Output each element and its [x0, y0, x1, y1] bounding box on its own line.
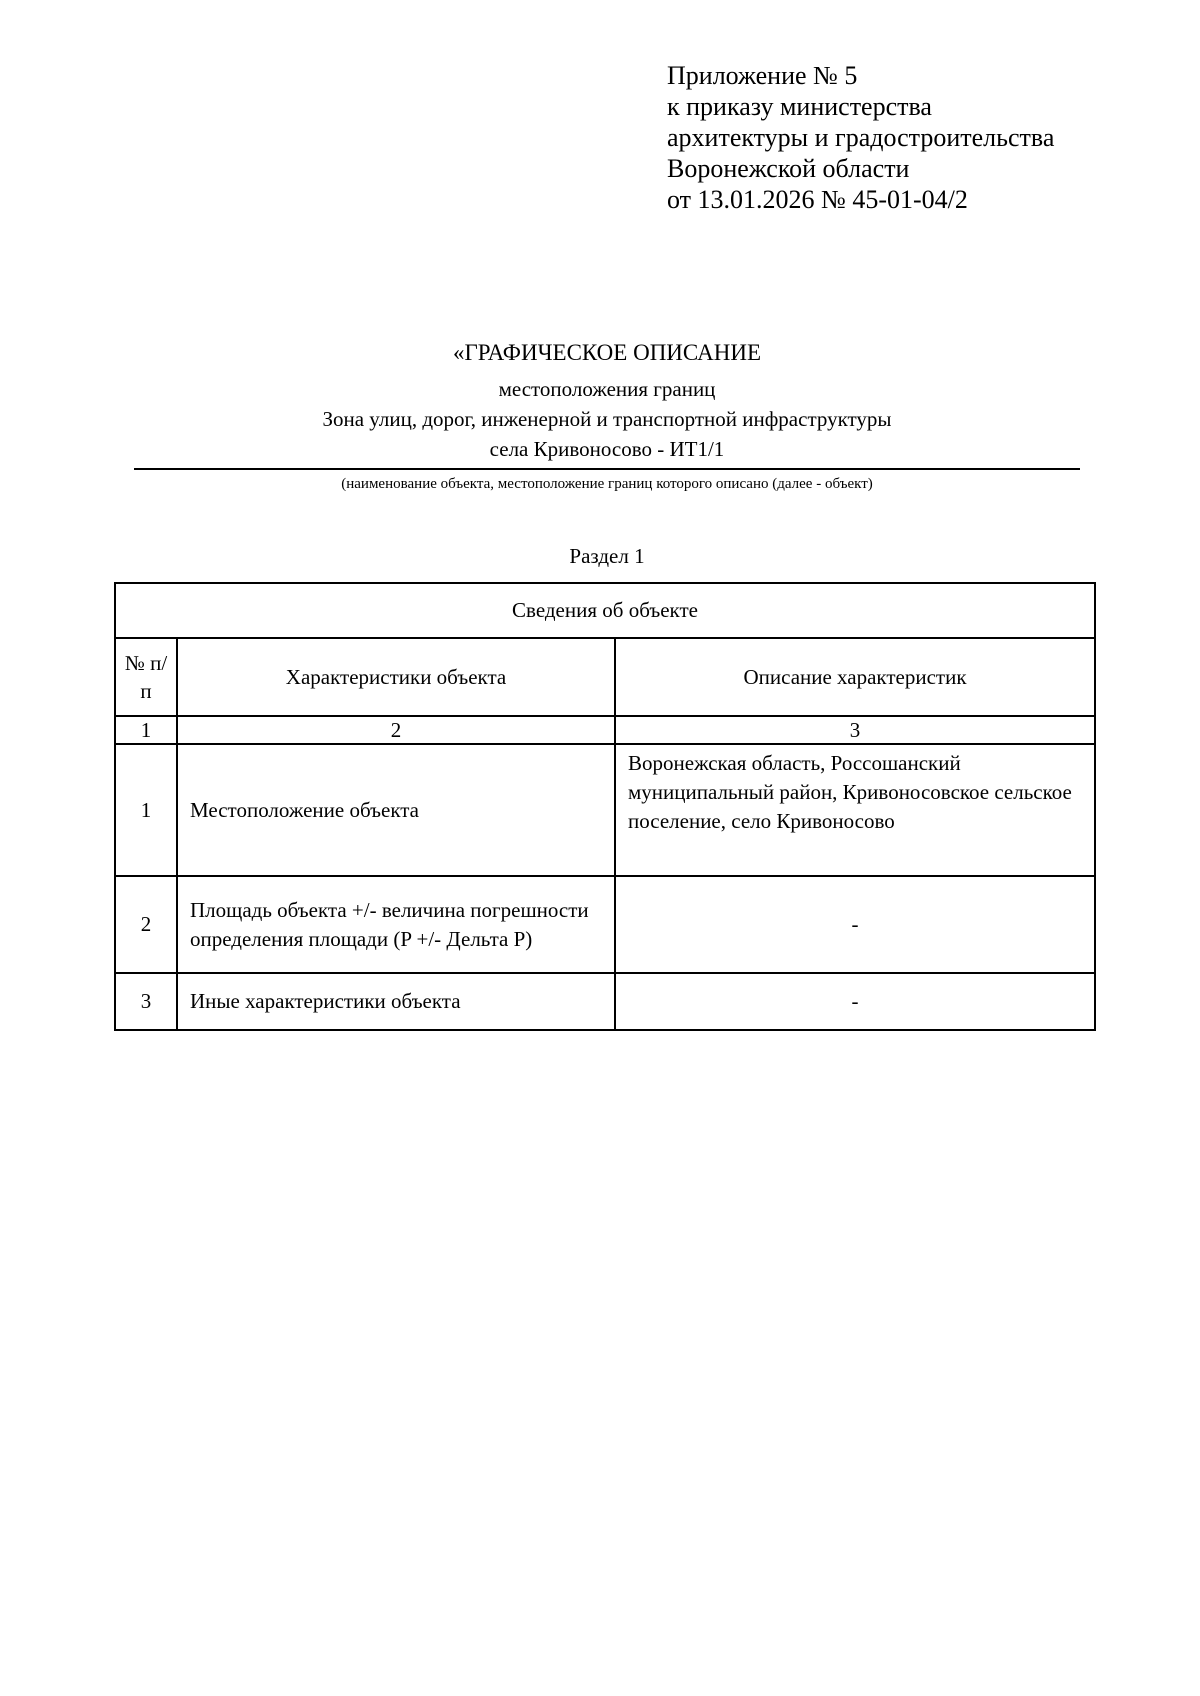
document-title: «ГРАФИЧЕСКОЕ ОПИСАНИЕ	[452, 340, 761, 365]
appendix-line: архитектуры и градостроительства	[667, 123, 1055, 152]
row-description: Воронежская область, Россошанский муниципальный район, Кривоносовское сельское поселение, село Кривоносово	[615, 744, 1095, 876]
row-characteristic: Площадь объекта +/- величина погрешности определения площади (P +/- Дельта P)	[177, 876, 615, 973]
column-index-row	[115, 716, 1095, 744]
table-header-row	[115, 583, 1095, 638]
appendix-line: Воронежской области	[667, 154, 910, 183]
title-line-2: Зона улиц, дорог, инженерной и транспортной инфраструктуры	[322, 407, 892, 431]
title-line-3: села Кривоносово - ИТ1/1	[489, 437, 725, 461]
title-line-1: местоположения границ	[498, 377, 716, 401]
row-description: -	[615, 876, 1095, 973]
table-row	[115, 876, 1095, 973]
table-row	[115, 973, 1095, 1030]
column-header-characteristics: Характеристики объекта	[177, 638, 615, 716]
row-number: 1	[115, 744, 177, 876]
column-header-row	[115, 638, 1095, 716]
title-block	[134, 338, 1080, 495]
row-description: -	[615, 973, 1095, 1030]
column-index: 1	[115, 716, 177, 744]
column-header-description: Описание характеристик	[615, 638, 1095, 716]
object-info-table	[114, 582, 1096, 1031]
column-index: 2	[177, 716, 615, 744]
row-characteristic: Местоположение объекта	[177, 744, 615, 876]
column-index: 3	[615, 716, 1095, 744]
table-header: Сведения об объекте	[115, 583, 1095, 638]
appendix-line: от 13.01.2026 № 45-01-04/2	[667, 185, 968, 214]
title-caption: (наименование объекта, местоположение границ которого описано (далее - объект)	[341, 476, 873, 492]
appendix-block	[667, 60, 1054, 215]
table-row	[115, 744, 1095, 876]
appendix-line: к приказу министерства	[667, 92, 932, 121]
appendix-line: Приложение № 5	[667, 61, 858, 90]
column-header-num: № п/п	[115, 638, 177, 716]
row-characteristic: Иные характеристики объекта	[177, 973, 615, 1030]
row-number: 3	[115, 973, 177, 1030]
title-divider	[134, 468, 1080, 470]
row-number: 2	[115, 876, 177, 973]
section-label: Раздел 1	[569, 544, 645, 568]
